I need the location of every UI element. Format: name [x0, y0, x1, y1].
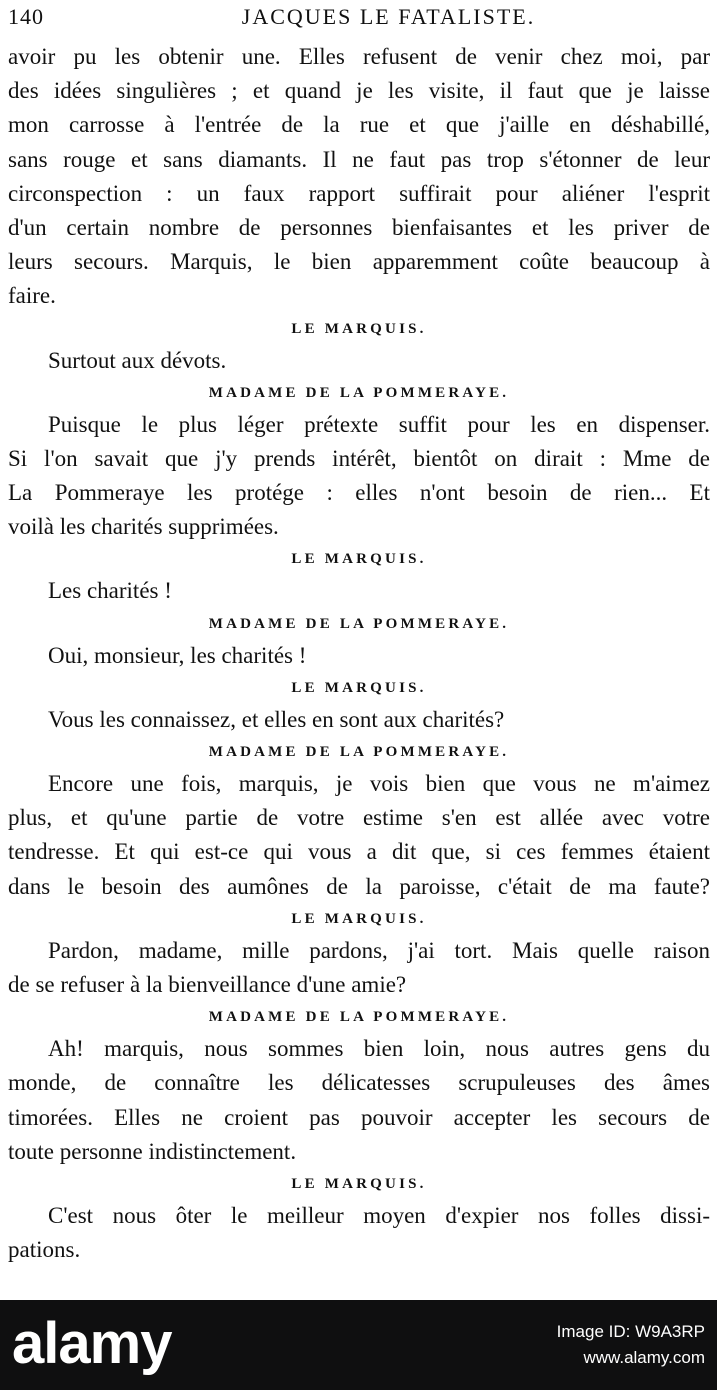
- image-id-label: Image ID: W9A3RP: [556, 1322, 705, 1341]
- text-line: toute personne indistinctement.: [8, 1138, 297, 1164]
- text-line: Encore une fois, marquis, je vois bien que vous ne m'aimez: [48, 771, 710, 796]
- speaker-label: MADAME DE LA POMMERAYE.: [208, 384, 510, 401]
- text-line: Oui, monsieur, les charités !: [48, 642, 307, 668]
- text-line: La Pommeraye les protége : elles n'ont besoin de rien... Et: [8, 480, 710, 506]
- text-line: Si l'on savait que j'y prends intérêt, bientôt on dirait : Mme de: [8, 445, 710, 471]
- text-line: tendresse. Et qui est-ce qui vous a dit que, si ces femmes étaient: [8, 839, 710, 865]
- text-line: Pardon, madame, mille pardons, j'ai tort. Mais quelle raison: [48, 937, 710, 963]
- text-line: C'est nous ôter le meilleur moyen d'expier nos folles dissi-: [48, 1202, 710, 1228]
- page-number: 140: [8, 4, 44, 29]
- text-line: plus, et qu'une partie de votre estime s'en est allée avec votre: [8, 805, 710, 831]
- text-line: monde, de connaître les délicatesses scrupuleuses des âmes: [8, 1070, 710, 1096]
- page-body: [8, 40, 710, 1267]
- text-line: de se refuser à la bienveillance d'une amie?: [8, 971, 407, 997]
- text-line: sans rouge et sans diamants. Il ne faut pas trop s'étonner de leur: [8, 146, 710, 172]
- brand-logo: alamy: [12, 1311, 172, 1376]
- text-line: pations.: [8, 1237, 81, 1263]
- speaker-label: MADAME DE LA POMMERAYE.: [208, 744, 510, 760]
- text-line: Puisque le plus léger prétexte suffit pour les en dispenser.: [48, 411, 710, 437]
- speaker-label: LE MARQUIS.: [291, 679, 427, 696]
- text-line: Ah! marquis, nous sommes bien loin, nous autres gens du: [48, 1036, 710, 1062]
- text-line: timorées. Elles ne croient pas pouvoir accepter les secours de: [8, 1104, 710, 1130]
- speaker-label: LE MARQUIS.: [291, 551, 427, 568]
- speaker-label: MADAME DE LA POMMERAYE.: [208, 1009, 510, 1026]
- text-line: Les charités !: [48, 578, 172, 604]
- text-line: mon carrosse à l'entrée de la rue et que j'aille en déshabillé,: [8, 112, 710, 138]
- speaker-label: LE MARQUIS.: [291, 910, 427, 927]
- running-head: [8, 4, 709, 34]
- speaker-label: LE MARQUIS.: [291, 320, 427, 337]
- speaker-label: MADAME DE LA POMMERAYE.: [208, 615, 510, 632]
- text-line: des idées singulières ; et quand je les visite, il faut que je laisse: [8, 78, 710, 104]
- text-line: Surtout aux dévots.: [48, 347, 227, 373]
- text-line: leurs secours. Marquis, le bien apparemment coûte beaucoup à: [8, 249, 710, 275]
- site-url: www.alamy.com: [583, 1348, 705, 1367]
- text-line: dans le besoin des aumônes de la paroisse, c'était de ma faute?: [8, 873, 710, 899]
- text-line: d'un certain nombre de personnes bienfaisantes et les priver de: [8, 214, 710, 240]
- text-line: voilà les charités supprimées.: [8, 514, 279, 540]
- speaker-label: LE MARQUIS.: [291, 1175, 427, 1192]
- text-line: faire.: [8, 283, 56, 309]
- watermark-banner: [0, 1300, 717, 1390]
- book-title: JACQUES LE FATALISTE.: [241, 4, 536, 29]
- text-line: circonspection : un faux rapport suffirait pour aliéner l'esprit: [8, 180, 710, 206]
- text-line: avoir pu les obtenir une. Elles refusent de venir chez moi, par: [8, 44, 710, 69]
- text-line: Vous les connaissez, et elles en sont aux charités?: [48, 706, 505, 732]
